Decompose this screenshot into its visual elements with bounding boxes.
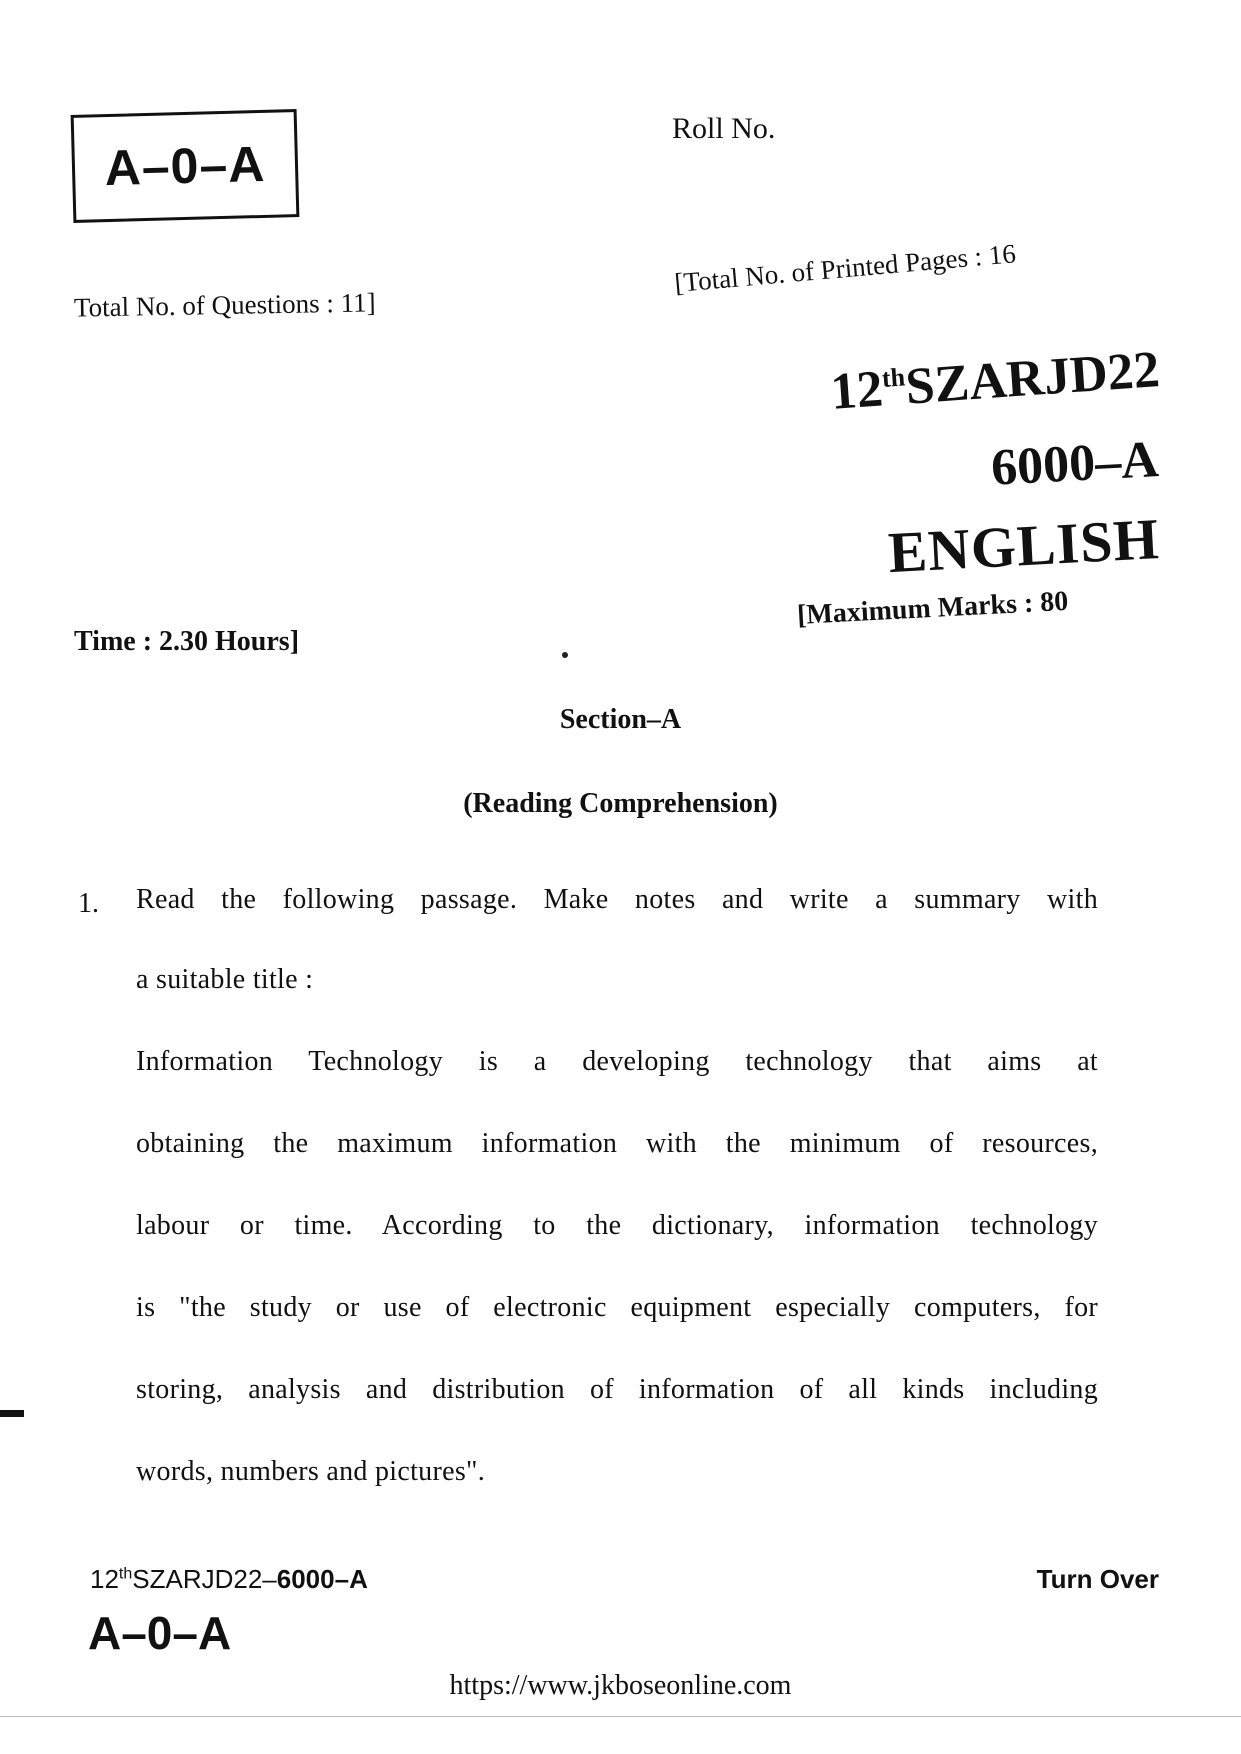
subject-title: ENGLISH <box>886 506 1161 586</box>
maximum-marks: [Maximum Marks : 80 <box>796 585 1069 632</box>
footer-set-code: A–0–A <box>88 1607 232 1659</box>
passage-line: storing, analysis and distribution of information of all kinds including <box>136 1374 1098 1405</box>
passage-line: labour or time. According to the dictionary, information technology <box>136 1210 1098 1241</box>
paper-code: 12thSZARJD22 <box>828 341 1161 421</box>
time-allowed: Time : 2.30 Hours] <box>74 626 300 657</box>
edge-mark <box>0 1410 24 1417</box>
question-line: Read the following passage. Make notes and write a summary with <box>136 884 1098 915</box>
footer-divider <box>0 1716 1241 1717</box>
total-questions: Total No. of Questions : 11] <box>73 287 376 323</box>
set-code: A–0–A <box>103 135 267 197</box>
paper-set: 6000–A <box>990 431 1161 497</box>
footer-paper-code: 12thSZARJD22–6000–A <box>90 1564 368 1594</box>
source-url[interactable]: https://www.jkboseonline.com <box>449 1670 792 1701</box>
passage-line: Information Technology is a developing technology that aims at <box>136 1046 1098 1077</box>
turn-over-label: Turn Over <box>1036 1564 1159 1594</box>
section-title: Section–A <box>559 704 682 735</box>
total-printed-pages: [Total No. of Printed Pages : 16 <box>673 238 1017 299</box>
set-code-box <box>71 109 300 223</box>
roll-number-label: Roll No. <box>672 112 776 145</box>
passage-line: is "the study or use of electronic equipment especially computers, for <box>136 1292 1098 1323</box>
passage-line: words, numbers and pictures". <box>136 1456 486 1487</box>
question-number: 1. <box>78 888 99 919</box>
section-subtitle: (Reading Comprehension) <box>463 788 778 819</box>
question-line: a suitable title : <box>136 964 314 995</box>
passage-line: obtaining the maximum information with the minimum of resources, <box>136 1128 1098 1159</box>
stray-dot <box>562 652 568 658</box>
